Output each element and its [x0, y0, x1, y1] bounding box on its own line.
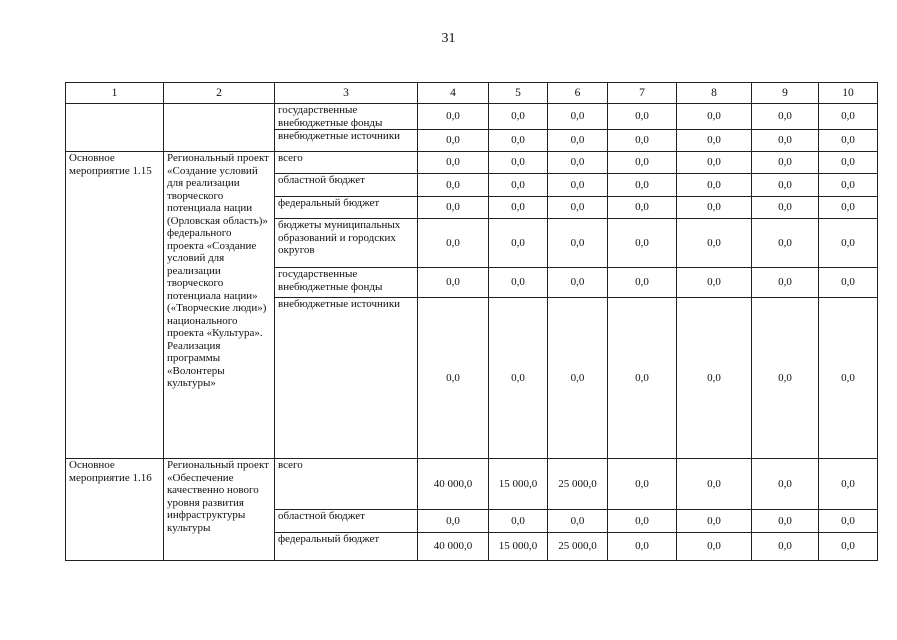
header-cell-col-3: 3 [275, 83, 418, 104]
amount-cell-col-6: 25 000,0 [548, 459, 608, 510]
amount-cell-col-7: 0,0 [608, 219, 677, 268]
amount-cell-col-5: 0,0 [489, 174, 548, 197]
amount-cell-col-9: 0,0 [752, 152, 819, 174]
header-cell-col-9: 9 [752, 83, 819, 104]
amount-cell-col-4: 40 000,0 [418, 459, 489, 510]
amount-cell-col-4: 0,0 [418, 510, 489, 533]
table-body [66, 104, 878, 561]
amount-cell-col-9: 0,0 [752, 219, 819, 268]
funding-source-cell: федеральный бюджет [275, 533, 418, 561]
amount-cell-col-9: 0,0 [752, 533, 819, 561]
header-cell-col-2: 2 [164, 83, 275, 104]
funding-source-cell: областной бюджет [275, 510, 418, 533]
amount-cell-col-6: 0,0 [548, 152, 608, 174]
amount-cell-col-4: 40 000,0 [418, 533, 489, 561]
amount-cell-col-6: 0,0 [548, 298, 608, 459]
funding-source-cell: внебюджетные источники [275, 130, 418, 152]
amount-cell-col-6: 0,0 [548, 268, 608, 298]
amount-cell-col-10: 0,0 [819, 104, 878, 130]
amount-cell-col-9: 0,0 [752, 268, 819, 298]
amount-cell-col-6: 0,0 [548, 510, 608, 533]
funding-source-cell: государственные внебюджетные фонды [275, 268, 418, 298]
amount-cell-col-10: 0,0 [819, 152, 878, 174]
header-cell-col-7: 7 [608, 83, 677, 104]
amount-cell-col-7: 0,0 [608, 268, 677, 298]
amount-cell-col-5: 15 000,0 [489, 459, 548, 510]
amount-cell-col-9: 0,0 [752, 174, 819, 197]
amount-cell-col-7: 0,0 [608, 104, 677, 130]
amount-cell-col-5: 0,0 [489, 298, 548, 459]
table-row [66, 104, 878, 130]
project-description-cell [164, 104, 275, 152]
header-cell-col-10: 10 [819, 83, 878, 104]
amount-cell-col-10: 0,0 [819, 174, 878, 197]
amount-cell-col-6: 0,0 [548, 219, 608, 268]
amount-cell-col-5: 0,0 [489, 197, 548, 219]
measure-name-cell: Основное мероприятие 1.16 [66, 459, 164, 561]
funding-source-cell: государственные внебюджетные фонды [275, 104, 418, 130]
amount-cell-col-6: 25 000,0 [548, 533, 608, 561]
amount-cell-col-4: 0,0 [418, 174, 489, 197]
measure-name-cell [66, 104, 164, 152]
amount-cell-col-7: 0,0 [608, 459, 677, 510]
header-cell-col-1: 1 [66, 83, 164, 104]
amount-cell-col-4: 0,0 [418, 197, 489, 219]
amount-cell-col-7: 0,0 [608, 197, 677, 219]
project-description-cell: Региональный проект «Обеспечение качественно нового уровня развития инфраструктуры культуры [164, 459, 275, 561]
amount-cell-col-10: 0,0 [819, 510, 878, 533]
amount-cell-col-8: 0,0 [677, 130, 752, 152]
amount-cell-col-10: 0,0 [819, 533, 878, 561]
amount-cell-col-9: 0,0 [752, 510, 819, 533]
measure-name-cell: Основное мероприятие 1.15 [66, 152, 164, 459]
amount-cell-col-10: 0,0 [819, 298, 878, 459]
amount-cell-col-7: 0,0 [608, 298, 677, 459]
amount-cell-col-5: 0,0 [489, 152, 548, 174]
amount-cell-col-7: 0,0 [608, 152, 677, 174]
header-cell-col-5: 5 [489, 83, 548, 104]
header-cell-col-8: 8 [677, 83, 752, 104]
amount-cell-col-5: 0,0 [489, 268, 548, 298]
amount-cell-col-5: 0,0 [489, 510, 548, 533]
amount-cell-col-10: 0,0 [819, 219, 878, 268]
amount-cell-col-8: 0,0 [677, 459, 752, 510]
amount-cell-col-10: 0,0 [819, 130, 878, 152]
amount-cell-col-9: 0,0 [752, 130, 819, 152]
amount-cell-col-4: 0,0 [418, 152, 489, 174]
amount-cell-col-8: 0,0 [677, 533, 752, 561]
funding-source-cell: бюджеты муниципальных образований и городских округов [275, 219, 418, 268]
amount-cell-col-7: 0,0 [608, 174, 677, 197]
page-number: 31 [441, 31, 456, 46]
amount-cell-col-4: 0,0 [418, 298, 489, 459]
header-cell-col-6: 6 [548, 83, 608, 104]
amount-cell-col-4: 0,0 [418, 130, 489, 152]
amount-cell-col-8: 0,0 [677, 104, 752, 130]
amount-cell-col-6: 0,0 [548, 104, 608, 130]
amount-cell-col-7: 0,0 [608, 533, 677, 561]
project-description-cell: Региональный проект «Создание условий для реализации творческого потенциала нации (Орловская область)» федерального проекта «Создание условий для реализации творческого потенциала нации» («Творческие люди») национального проекта «Культура». Реализация программы «Волонтеры культуры» [164, 152, 275, 459]
amount-cell-col-8: 0,0 [677, 219, 752, 268]
amount-cell-col-5: 15 000,0 [489, 533, 548, 561]
amount-cell-col-9: 0,0 [752, 197, 819, 219]
funding-source-cell: федеральный бюджет [275, 197, 418, 219]
amount-cell-col-8: 0,0 [677, 197, 752, 219]
amount-cell-col-10: 0,0 [819, 268, 878, 298]
table-row [66, 152, 878, 174]
amount-cell-col-6: 0,0 [548, 197, 608, 219]
funding-source-cell: всего [275, 459, 418, 510]
amount-cell-col-4: 0,0 [418, 219, 489, 268]
amount-cell-col-8: 0,0 [677, 510, 752, 533]
amount-cell-col-7: 0,0 [608, 510, 677, 533]
amount-cell-col-5: 0,0 [489, 104, 548, 130]
amount-cell-col-10: 0,0 [819, 197, 878, 219]
amount-cell-col-5: 0,0 [489, 130, 548, 152]
amount-cell-col-8: 0,0 [677, 174, 752, 197]
amount-cell-col-8: 0,0 [677, 152, 752, 174]
amount-cell-col-10: 0,0 [819, 459, 878, 510]
amount-cell-col-9: 0,0 [752, 104, 819, 130]
amount-cell-col-8: 0,0 [677, 298, 752, 459]
funding-source-cell: областной бюджет [275, 174, 418, 197]
budget-table [65, 82, 878, 561]
amount-cell-col-4: 0,0 [418, 104, 489, 130]
amount-cell-col-6: 0,0 [548, 174, 608, 197]
amount-cell-col-7: 0,0 [608, 130, 677, 152]
amount-cell-col-6: 0,0 [548, 130, 608, 152]
header-cell-col-4: 4 [418, 83, 489, 104]
table-row [66, 459, 878, 510]
funding-source-cell: внебюджетные источники [275, 298, 418, 459]
funding-source-cell: всего [275, 152, 418, 174]
amount-cell-col-4: 0,0 [418, 268, 489, 298]
amount-cell-col-9: 0,0 [752, 459, 819, 510]
amount-cell-col-8: 0,0 [677, 268, 752, 298]
amount-cell-col-5: 0,0 [489, 219, 548, 268]
header-row [66, 83, 878, 104]
amount-cell-col-9: 0,0 [752, 298, 819, 459]
